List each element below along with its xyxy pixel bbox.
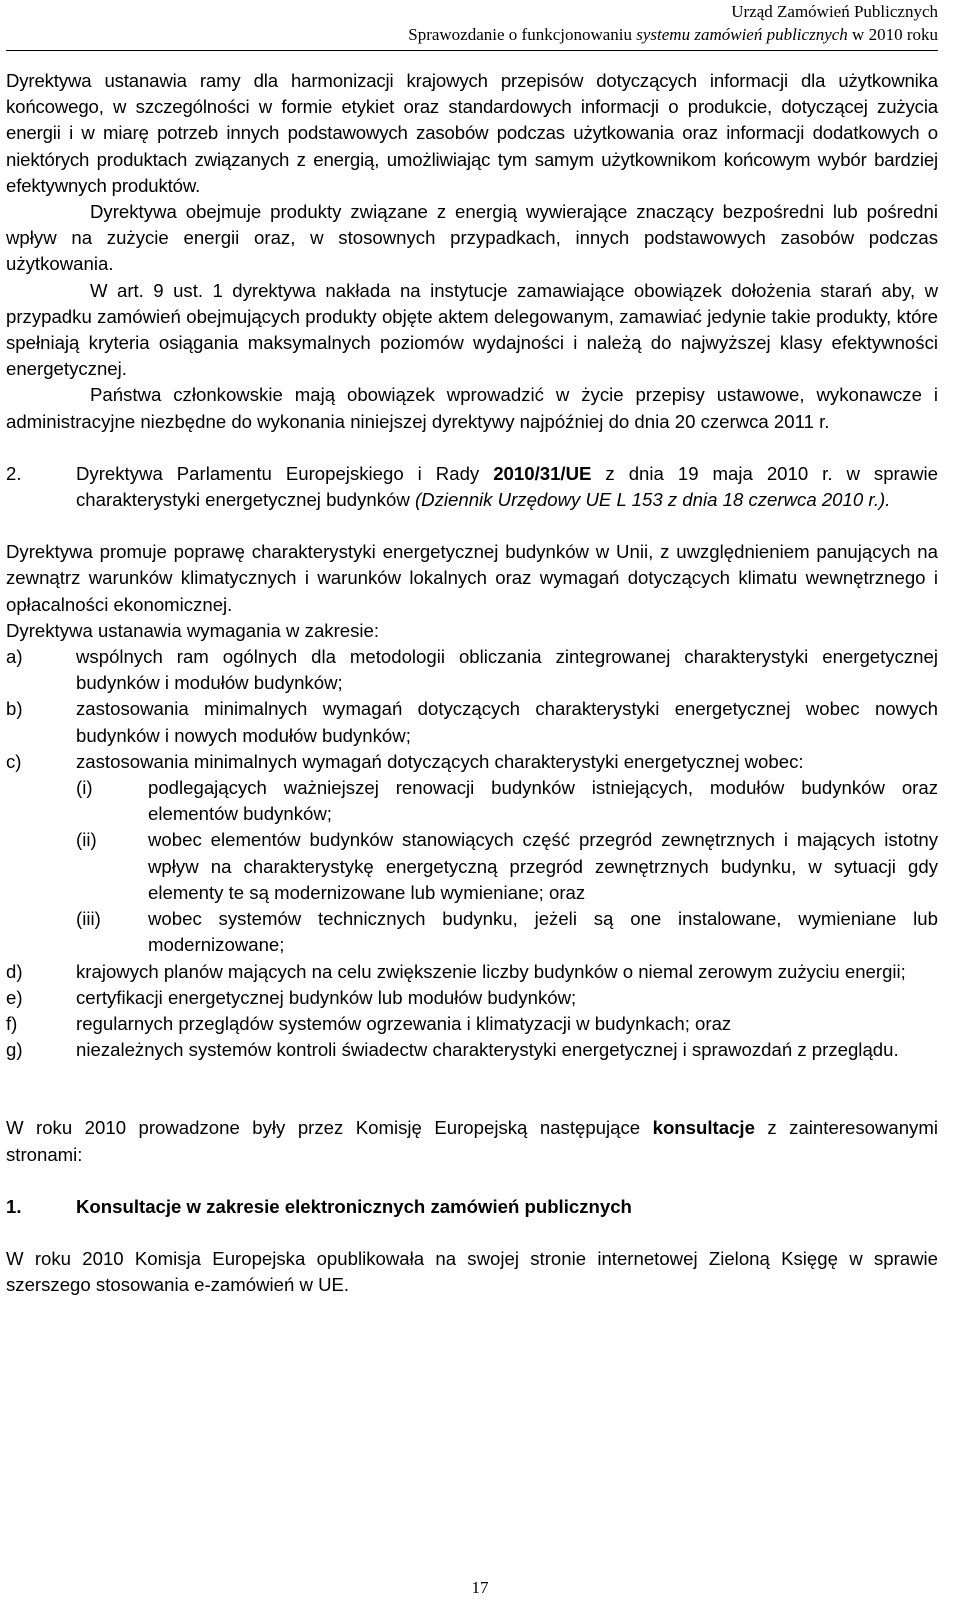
paragraph-promotes: Dyrektywa promuje poprawę charakterystyki energetycznej budynków w Unii, z uwzględnieniem panujących na zewnątrz warunków klimatycznych i warunków lokalnych oraz wymagań dotyczących klimatu wewnętrznego i opłacalności ekonomicznej. [6, 541, 938, 615]
item2-journal-reference: (Dziennik Urzędowy UE L 153 z dnia 18 czerwca 2010 r.). [414, 489, 891, 511]
header-subtitle [408, 23, 938, 46]
sublist-item-text: podlegających ważniejszej renowacji budynków istniejących, modułów budynków oraz elementów budynków; [148, 777, 938, 825]
list-item-text: certyfikacji energetycznej budynków lub modułów budynków; [76, 986, 577, 1008]
document-body [6, 68, 938, 1298]
list-item-label: e) [6, 986, 23, 1008]
list-item-f [6, 1011, 938, 1037]
header-divider [6, 50, 938, 51]
consultations-text-b: z zainteresowanymi stronami: [6, 1117, 938, 1165]
paragraph-member-states: Państwa członkowskie mają obowiązek wprowadzić w życie przepisy ustawowe, wykonawcze i administracyjne niezbędne do wykonania niniejszej dyrektywy najpóźniej do dnia 20 czerwca 2011 r. [6, 384, 938, 432]
section-heading-number: 1. [6, 1195, 22, 1217]
sublist-item-text: wobec elementów budynków stanowiących część przegród zewnętrznych i mających istotny wpływ na charakterystykę energetyczną przegród zewnętrznych budynku, w sytuacji gdy elementy te są modernizowane lub wymieniane; oraz [148, 829, 938, 903]
list-item-label: g) [6, 1039, 23, 1061]
header-subtitle-prefix: Sprawozdanie o funkcjonowaniu [408, 25, 637, 44]
paragraph-directive-framework: Dyrektywa ustanawia ramy dla harmonizacji krajowych przepisów dotyczących informacji dla użytkownika końcowego, w szczególności w formie etykiet oraz standardowych informacji o produkcie, dotyczącej zużycia energii i w miarę potrzeb innych podstawowych zasobów podczas użytkowania oraz informacji dodatkowych o niektórych produktach związanych z energią, umożliwiając tym samym użytkownikom końcowym wybór bardziej efektywnych produktów. [6, 70, 938, 196]
sublist-item-label: (iii) [76, 908, 101, 930]
list-item-e [6, 985, 938, 1011]
spacer [6, 435, 938, 461]
sublist-item-ii [76, 827, 938, 906]
sublist-item-iii [76, 906, 938, 958]
list-item-text: niezależnych systemów kontroli świadectw charakterystyki energetycznej i sprawozdań z przeglądu. [76, 1039, 899, 1061]
spacer [6, 1220, 938, 1246]
spacer [6, 1089, 938, 1115]
header-title: Urząd Zamówień Publicznych [731, 2, 938, 21]
list-item-label: c) [6, 750, 22, 772]
spacer [6, 1063, 938, 1089]
spacer [6, 1168, 938, 1194]
numbered-item-label: 2. [6, 462, 22, 484]
page-number: 17 [471, 1578, 489, 1597]
list-item-label: f) [6, 1012, 18, 1034]
numbered-item-text [76, 461, 938, 513]
list-item-label: d) [6, 960, 23, 982]
list-item-d [6, 959, 938, 985]
paragraph-requirements-intro: Dyrektywa ustanawia wymagania w zakresie: [6, 619, 380, 641]
paragraph-art9: W art. 9 ust. 1 dyrektywa nakłada na instytucje zamawiające obowiązek dołożenia starań aby, w przypadku zamówień obejmujących produkty objęte aktem delegowanym, zamawiać jedynie takie produkty, które spełniają kryteria osiągania maksymalnych poziomów wydajności i należą do najwyższej klasy efektywności energetycznej. [6, 279, 938, 380]
item2-directive-number: 2010/31/UE [493, 462, 592, 484]
paragraph-consultations [6, 1115, 938, 1167]
section-heading [6, 1194, 938, 1220]
consultations-keyword: konsultacje [652, 1117, 755, 1139]
sublist-item-label: (i) [76, 777, 93, 799]
list-item-text: krajowych planów mających na celu zwiększenie liczby budynków o niemal zerowym zużyciu energii; [76, 960, 906, 982]
header-subtitle-suffix: w 2010 roku [847, 25, 938, 44]
list-item-label: a) [6, 646, 23, 668]
list-item-text: wspólnych ram ogólnych dla metodologii obliczania zintegrowanej charakterystyki energetycznej budynków i modułów budynków; [76, 646, 938, 694]
paragraph-directive-scope: Dyrektywa obejmuje produkty związane z energią wywierające znaczący bezpośredni lub pośredni wpływ na zużycie energii oraz, w stosownych przypadkach, innych podstawowych zasobów podczas użytkowania. [6, 201, 938, 275]
list-item-text: regularnych przeglądów systemów ogrzewania i klimatyzacji w budynkach; oraz [76, 1012, 732, 1034]
item2-text-b: z dnia 19 maja 2010 r. w sprawie charakterystyki energetycznej budynków [76, 462, 938, 511]
list-item-text: zastosowania minimalnych wymagań dotyczących charakterystyki energetycznej wobec nowych budynków i nowych modułów budynków; [76, 698, 938, 746]
list-item-text: zastosowania minimalnych wymagań dotyczących charakterystyki energetycznej wobec: [76, 750, 804, 772]
list-item-label: b) [6, 698, 23, 720]
list-item-b [6, 696, 938, 748]
sublist-item-text: wobec systemów technicznych budynku, jeżeli są one instalowane, wymieniane lub modernizowane; [148, 908, 938, 956]
section-heading-text: Konsultacje w zakresie elektronicznych zamówień publicznych [76, 1195, 632, 1217]
list-item-g [6, 1037, 938, 1063]
spacer [6, 513, 938, 539]
list-item-c [6, 749, 938, 775]
list-item-a [6, 644, 938, 696]
paragraph-green-paper: W roku 2010 Komisja Europejska opublikowała na swojej stronie internetowej Zieloną Księgę w sprawie szerszego stosowania e-zamówień w UE. [6, 1247, 938, 1296]
sublist-item-i [76, 775, 938, 827]
sublist-item-label: (ii) [76, 829, 97, 851]
consultations-text-a: W roku 2010 prowadzone były przez Komisję Europejską następujące [6, 1117, 653, 1139]
page-header [408, 0, 938, 46]
item2-text-a: Dyrektywa Parlamentu Europejskiego i Rady [76, 462, 494, 484]
numbered-item-2 [6, 461, 938, 513]
header-subtitle-italic: systemu zamówień publicznych [636, 25, 848, 44]
